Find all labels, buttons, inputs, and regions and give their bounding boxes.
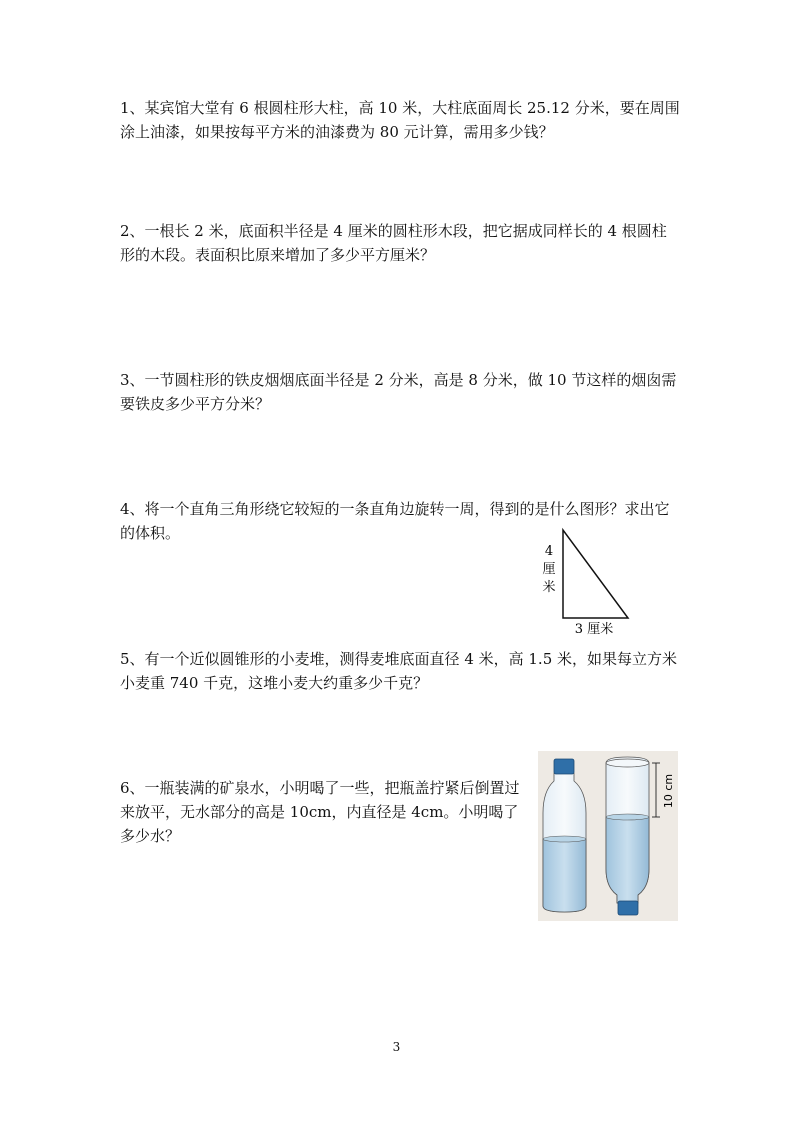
bottle-height-label: 10 cm	[662, 773, 675, 809]
water-bottles-figure	[538, 751, 678, 921]
upright-bottle-cap	[554, 759, 574, 774]
triangle-height-unit-2: 米	[542, 580, 556, 595]
question-1: 1、某宾馆大堂有 6 根圆柱形大柱，高 10 米，大柱底面周长 25.12 分米，要在周围涂上油漆，如果按每平方米的油漆费为 80 元计算，需用多少钱？	[120, 99, 680, 141]
right-triangle-figure	[535, 525, 645, 640]
triangle-height-unit-1: 厘	[542, 562, 556, 577]
question-4: 4、将一个直角三角形绕它较短的一条直角边旋转一周，得到的是什么图形？求出它的体积。	[120, 500, 670, 542]
triangle-base-label: 3 厘米	[574, 622, 614, 637]
question-3: 3、一节圆柱形的铁皮烟烟底面半径是 2 分米，高是 8 分米，做 10 节这样的烟囱需要铁皮多少平方分米？	[120, 371, 677, 413]
triangle-height-number: 4	[544, 544, 554, 559]
page-number: 3	[392, 1040, 401, 1054]
inverted-bottle	[606, 757, 649, 915]
question-2: 2、一根长 2 米，底面积半径是 4 厘米的圆柱形木段，把它据成同样长的 4 根圆柱形的木段。表面积比原来增加了多少平方厘米？	[120, 222, 667, 264]
question-6: 6、一瓶装满的矿泉水，小明喝了一些，把瓶盖拧紧后倒置过来放平，无水部分的高是 10cm，内直径是 4cm。小明喝了多少水？	[120, 779, 520, 845]
question-5: 5、有一个近似圆锥形的小麦堆，测得麦堆底面直径 4 米，高 1.5 米，如果每立方米小麦重 740 千克，这堆小麦大约重多少千克？	[120, 650, 678, 692]
inverted-bottle-cap	[618, 901, 638, 915]
